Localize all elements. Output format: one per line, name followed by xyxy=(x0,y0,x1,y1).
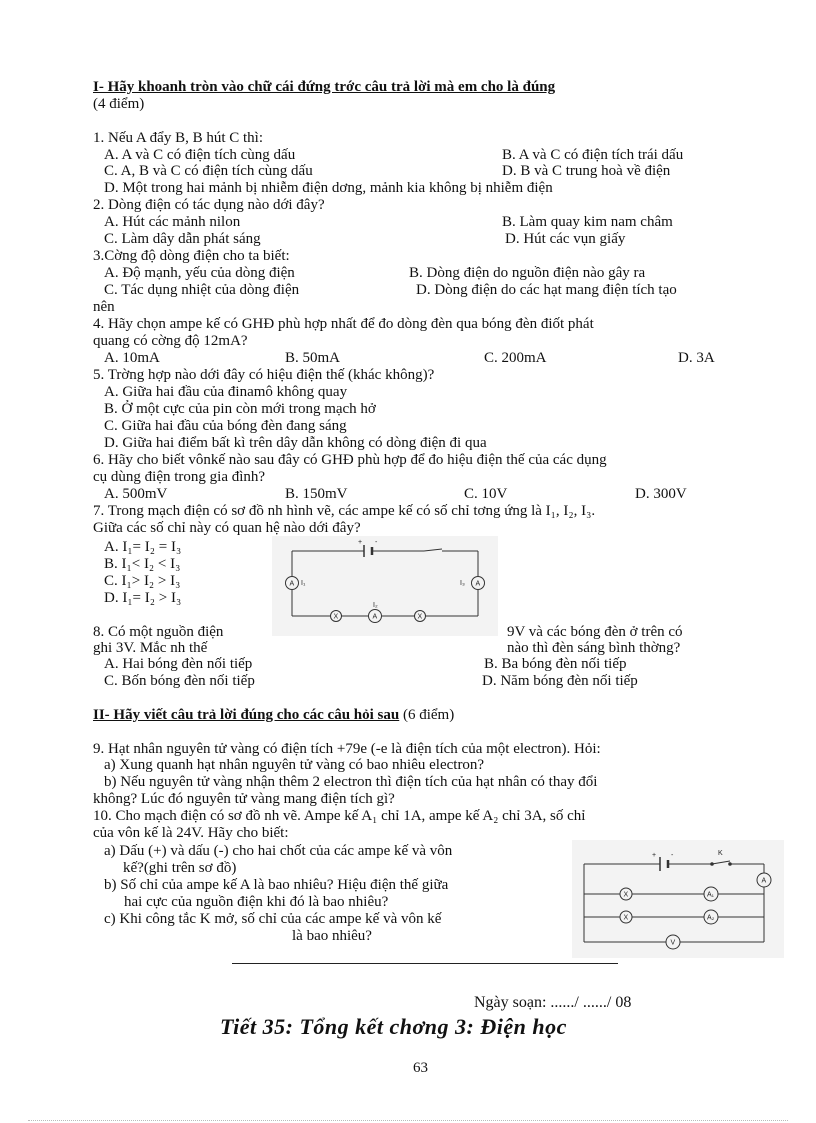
q1-option-b: B. A và C có điện tích trái dấu xyxy=(502,147,684,163)
q7-stem-line1: 7. Trong mạch điện có sơ đồ nh hình vẽ, các ampe kế có số chỉ tơng ứng là I₁, I₂, I₃. xyxy=(93,503,596,519)
q10-part-c-line1: c) Khi công tắc K mở, số chỉ của các ampe kế và vôn kế xyxy=(104,911,442,927)
circuit2-lamp-2: X xyxy=(623,914,629,922)
q5-option-d: D. Giữa hai điểm bất kì trên dây dẫn không có dòng điện đi qua xyxy=(104,435,487,451)
circuit-diagram-q7 xyxy=(272,536,498,636)
circuit1-minus: - xyxy=(375,539,378,546)
q3-option-c: C. Tác dụng nhiệt của dòng điện xyxy=(104,282,300,298)
q6-stem-line1: 6. Hãy cho biết vônkế nào sau đây có GHĐ phù hợp để đo hiệu điện thế của các dụng xyxy=(93,452,607,468)
q1-option-d: D. B và C trung hoà về điện xyxy=(502,163,671,179)
q1-option-a: A. A và C có điện tích cùng dấu xyxy=(104,147,296,163)
page-number: 63 xyxy=(413,1060,428,1076)
circuit2-voltmeter: V xyxy=(670,939,676,947)
q4-option-d: D. 3A xyxy=(678,350,715,366)
q4-option-b: B. 50mA xyxy=(285,350,341,366)
q7-stem-line2: Giữa các số chỉ này có quan hệ nào dới đây? xyxy=(93,520,361,536)
circuit2-ammeter-a1: A₁ xyxy=(707,891,715,899)
circuit2-ammeter-a2: A₂ xyxy=(707,914,715,922)
section1-points: (4 điểm) xyxy=(93,96,145,112)
section2-points: (6 điểm) xyxy=(402,707,455,723)
q10-part-a-line2: kế?(ghi trên sơ đồ) xyxy=(123,860,237,876)
circuit1-lamp-left: X xyxy=(333,613,339,621)
q7-option-c: C. I₁> I₂ > I₃ xyxy=(104,573,181,589)
q3-option-b: B. Dòng điện do nguồn điện nào gây ra xyxy=(409,265,646,281)
circuit2-lamp-1: X xyxy=(623,891,629,899)
circuit1-ammeter-a1: A xyxy=(289,580,295,588)
divider-line xyxy=(232,963,618,964)
q5-option-b: B. Ở một cực của pin còn mới trong mạch hở xyxy=(104,401,376,417)
q2-option-c: C. Làm dây dẫn phát sáng xyxy=(104,231,261,247)
circuit1-ammeter-a2: A xyxy=(372,613,378,621)
page-bottom-dotted-line xyxy=(28,1120,788,1121)
q5-option-a: A. Giữa hai đầu của đinamô không quay xyxy=(104,384,348,400)
q4-stem-line1: 4. Hãy chọn ampe kế có GHĐ phù hợp nhất để đo dòng đèn qua bóng đèn điốt phát xyxy=(93,316,594,332)
q8-right-line2: nào thì đèn sáng bình thờng? xyxy=(507,640,681,656)
lesson-title: Tiết 35: Tổng kết chơng 3: Điện học xyxy=(220,1014,567,1039)
q2-option-b: B. Làm quay kim nam châm xyxy=(502,214,673,230)
q6-option-b: B. 150mV xyxy=(285,486,348,502)
q7-option-d: D. I₁= I₂ > I₃ xyxy=(104,590,182,606)
q8-right-line1: 9V và các bóng đèn ở trên có xyxy=(507,624,683,640)
q9-stem: 9. Hạt nhân nguyên tử vàng có điện tích +79e (-e là điện tích của một electron). Hỏi: xyxy=(93,741,601,757)
q4-option-a: A. 10mA xyxy=(104,350,160,366)
q8-option-d: D. Năm bóng đèn nối tiếp xyxy=(482,673,638,689)
q8-option-b: B. Ba bóng đèn nối tiếp xyxy=(484,656,627,672)
date-prepared: Ngày soạn: ....../ ....../ 08 xyxy=(474,994,632,1011)
circuit1-label-i3: I₃ xyxy=(460,580,465,587)
q7-option-a: A. I₁= I₂ = I₃ xyxy=(104,539,182,555)
circuit1-label-i1: I₁ xyxy=(301,580,306,587)
q3-stem: 3.Cờng độ dòng điện cho ta biết: xyxy=(93,248,290,264)
circuit1-ammeter-a3: A xyxy=(475,580,481,588)
q6-stem-line2: cụ dùng điện trong gia đình? xyxy=(93,469,266,485)
q8-option-a: A. Hai bóng đèn nối tiếp xyxy=(104,656,253,672)
q4-stem-line2: quang có cờng độ 12mA? xyxy=(93,333,248,349)
q9-part-b-line1: b) Nếu nguyên tử vàng nhận thêm 2 electron thì điện tích của hạt nhân có thay đổi xyxy=(104,774,598,790)
circuit2-switch-k: K xyxy=(718,850,723,857)
q3-option-a: A. Độ mạnh, yếu của dòng điện xyxy=(104,265,295,281)
section2-heading: II- Hãy viết câu trả lời đúng cho các câu hỏi sau xyxy=(93,707,400,723)
circuit2-minus: - xyxy=(671,852,674,859)
q1-option-c: C. A, B và C có điện tích cùng dấu xyxy=(104,163,313,179)
q10-part-b-line2: hai cực của nguồn điện khi đó là bao nhiêu? xyxy=(124,894,389,910)
q5-option-c: C. Giữa hai đầu của bóng đèn đang sáng xyxy=(104,418,347,434)
q10-part-b-line1: b) Số chỉ của ampe kế A là bao nhiêu? Hiệu điện thế giữa xyxy=(104,877,449,893)
q8-option-c: C. Bốn bóng đèn nối tiếp xyxy=(104,673,255,689)
q2-stem: 2. Dòng điện có tác dụng nào dới đây? xyxy=(93,197,325,213)
q2-option-d: D. Hút các vụn giấy xyxy=(505,231,626,247)
q10-stem-line1: 10. Cho mạch điện có sơ đồ nh vẽ. Ampe kế A₁ chỉ 1A, ampe kế A₂ chỉ 3A, số chỉ xyxy=(93,808,586,824)
q6-option-a: A. 500mV xyxy=(104,486,168,502)
q1-stem: 1. Nếu A đẩy B, B hút C thì: xyxy=(93,130,264,146)
circuit1-label-i2: I₂ xyxy=(373,602,378,609)
q5-stem: 5. Trờng hợp nào dới đây có hiệu điện thế (khác không)? xyxy=(93,367,435,383)
q2-option-a: A. Hút các mảnh nilon xyxy=(104,214,241,230)
q7-option-b: B. I₁< I₂ < I₃ xyxy=(104,556,181,572)
section1-heading: I- Hãy khoanh tròn vào chữ cái đứng trớc câu trả lời mà em cho là đúng xyxy=(93,79,556,95)
q6-option-c: C. 10V xyxy=(464,486,508,502)
q9-part-b-line2: không? Lúc đó nguyên tử vàng mang điện tích gì? xyxy=(93,791,395,807)
q10-part-a-line1: a) Dấu (+) và dấu (-) cho hai chốt của các ampe kế và vôn xyxy=(104,843,453,859)
q9-part-a: a) Xung quanh hạt nhân nguyên tử vàng có bao nhiêu electron? xyxy=(104,757,485,773)
q3-option-d-cont: nên xyxy=(93,299,115,315)
q8-left-line1: 8. Có một nguồn điện xyxy=(93,624,224,640)
q10-stem-line2: của vôn kế là 24V. Hãy cho biết: xyxy=(93,825,289,841)
q6-option-d: D. 300V xyxy=(635,486,687,502)
q10-part-c-line2: là bao nhiêu? xyxy=(292,928,372,944)
q4-option-c: C. 200mA xyxy=(484,350,547,366)
q1-option-e: D. Một trong hai mảnh bị nhiễm điện dơng, mảnh kia không bị nhiễm điện xyxy=(104,180,553,196)
section2-header xyxy=(93,707,454,723)
circuit2-ammeter-a: A xyxy=(761,877,767,885)
circuit1-lamp-right: X xyxy=(417,613,423,621)
q8-left-line2: ghi 3V. Mắc nh thế xyxy=(93,640,208,656)
circuit-diagram-q10 xyxy=(572,840,784,958)
circuit2-plus: + xyxy=(652,852,657,859)
circuit1-plus: + xyxy=(358,539,363,546)
q3-option-d: D. Dòng điện do các hạt mang điện tích tạo xyxy=(416,282,677,298)
